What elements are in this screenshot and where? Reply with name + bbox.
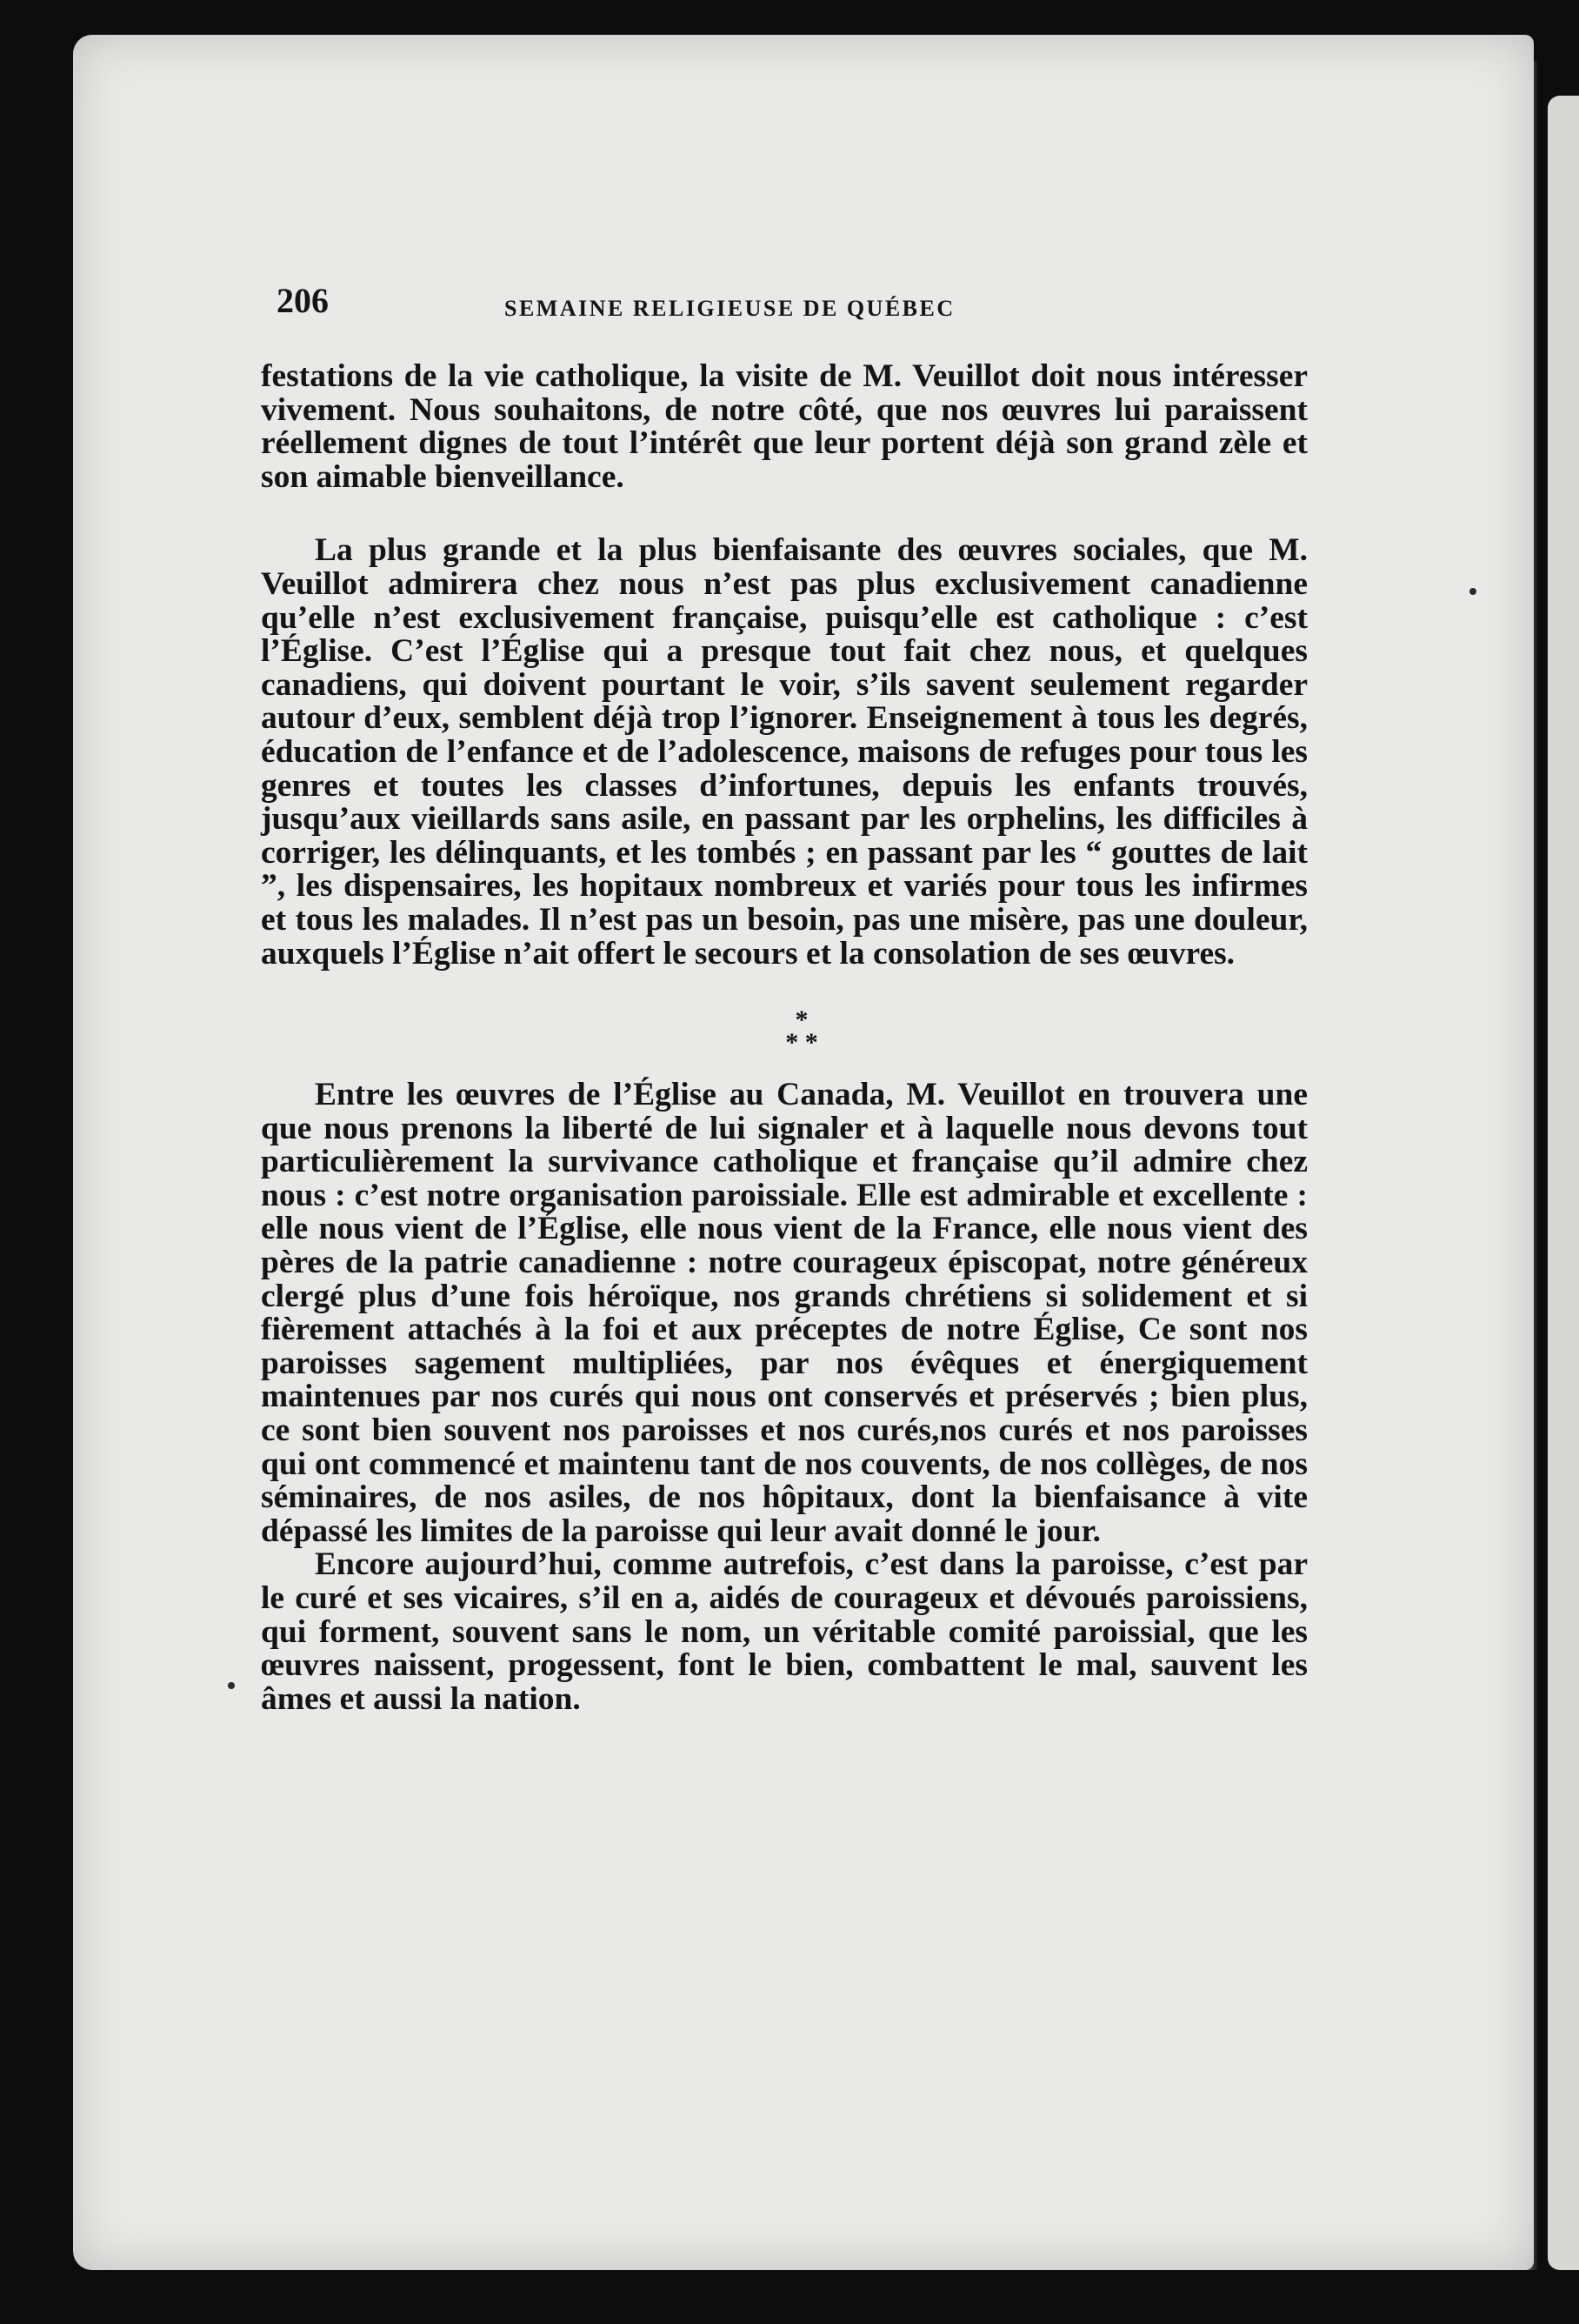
separator-top-star: * [795, 1005, 809, 1035]
paragraph-organisation-paroissiale: Entre les œuvres de l’Église au Canada, M. Veuillot en trouvera une que nous prenons la liberté de lui signaler et à laquelle nous devons tout particulièrement la survivance catholique et française qu’il admire chez nous : c’est notre organisation paroissiale. Elle est admirable et excellente : elle nous vient de l’Église, elle nous vient de la France, elle nous vient des pères de la patrie canadienne : notre courageux épiscopat, notre généreux clergé plus d’une fois héroïque, nos grands chrétiens si solidement et si fièrement attachés à la foi et aux préceptes de notre Église, Ce sont nos paroisses sagement multipliées, par nos évêques et énergiquement maintenues par nos curés qui nous ont conservés et préservés ; bien plus, ce sont bien souvent nos paroisses et nos curés,nos curés et nos paroisses qui ont commencé et maintenu tant de nos couvents, de nos collèges, de nos séminaires, de nos asiles, de nos hôpitaux, dont la bienfaisance à vite dépassé les limites de la paroisse qui leur avait donné le jour. [261, 1077, 1308, 1549]
page-number: 206 [276, 281, 329, 320]
paragraph-continuation: festations de la vie catholique, la visite de M. Veuillot doit nous intéresser vivement. Nous souhaitons, de notre côté, que nos œuvres lui paraissent réellement dignes de tout l’intérêt que leur portent déjà son grand zèle et son aimable bienveillance. [261, 358, 1308, 495]
running-title: SEMAINE RELIGIEUSE DE QUÉBEC [504, 296, 956, 321]
section-separator [261, 1004, 1308, 1079]
paragraph-eglise: La plus grande et la plus bienfaisante des œuvres sociales, que M. Veuillot admirera chez nous n’est pas plus exclusivement canadienne qu’elle n’est exclusivement française, puisqu’elle est catholique : c’est l’Église. C’est l’Église qui a presque tout fait chez nous, et quelques canadiens, qui doivent pourtant le voir, s’ils savent seulement regarder autour d’eux, semblent déjà trop l’ignorer. Enseignement à tous les degrés, éducation de l’enfance et de l’adolescence, maisons de refuges pour tous les genres et toutes les classes d’infortunes, depuis les enfants trouvés, jusqu’aux vieillards sans asile, en passant par les orphelins, les difficiles à corriger, les délinquants, et les tombés ; en passant par les “ gouttes de lait ”, les dispensaires, les hopitaux nombreux et variés pour tous les infirmes et tous les malades. Il n’est pas un besoin, pas une misère, pas une douleur, auxquels l’Église n’ait offert le secours et la consolation de ses œuvres. [261, 532, 1308, 972]
paragraph-encore-aujourdhui: Encore aujourd’hui, comme autrefois, c’est dans la paroisse, c’est par le curé et ses vicaires, s’il en a, aidés de courageux et dévoués paroissiens, qui forment, souvent sans le nom, un véritable comité paroissial, que les œuvres naissent, progessent, font le bien, combattent le mal, sauvent les âmes et aussi la nation. [261, 1546, 1308, 1717]
ink-speck [1469, 588, 1476, 595]
facing-page-edge [1548, 96, 1579, 2270]
body-text [261, 360, 1308, 1716]
ink-speck [228, 1682, 235, 1689]
running-header [276, 280, 1076, 332]
separator-bottom-stars: * * [785, 1028, 818, 1058]
